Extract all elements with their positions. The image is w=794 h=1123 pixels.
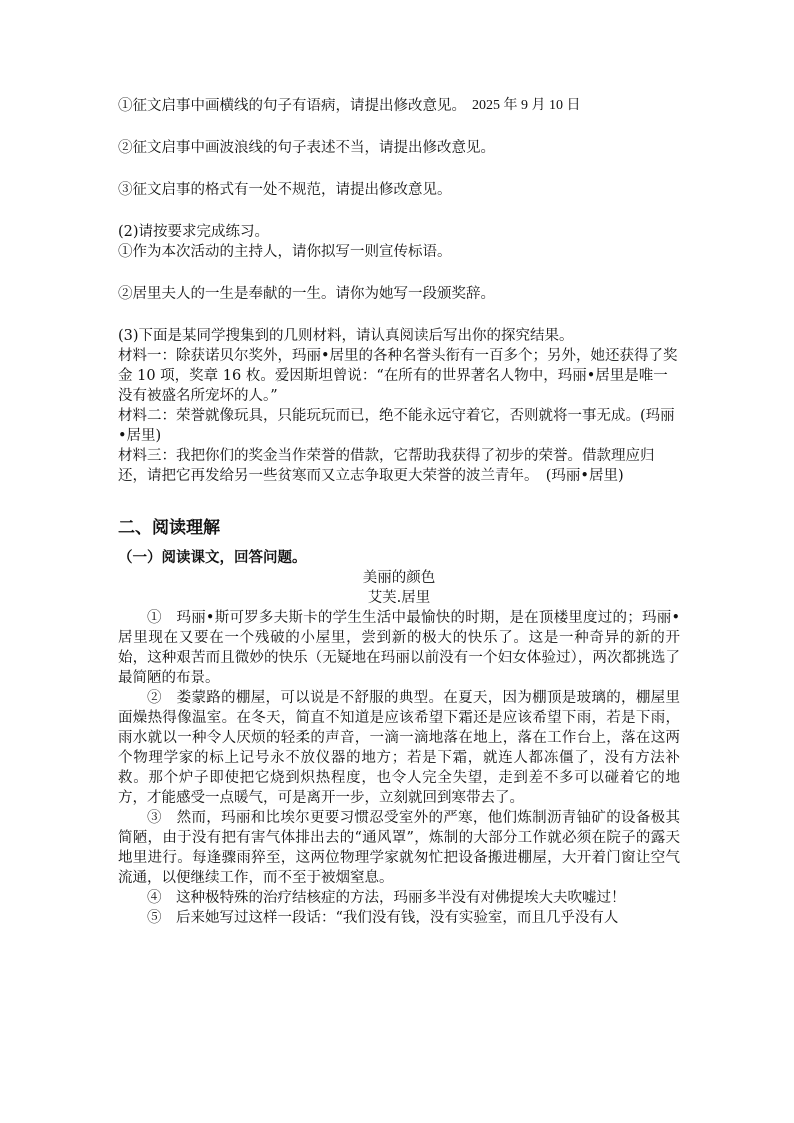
subsection-title: （一）阅读课文，回答问题。 bbox=[118, 549, 307, 566]
article-author: 艾芙.居里 bbox=[367, 590, 431, 606]
document-body bbox=[118, 96, 680, 928]
article-title: 美丽的颜色 bbox=[362, 570, 436, 586]
section-title: 二、阅读理解 bbox=[118, 518, 220, 538]
question-item: ③征文启事的格式有一处不规范，请提出修改意见。 bbox=[118, 182, 452, 198]
article-paragraph: ① 玛丽•斯可罗多夫斯卡的学生生活中最愉快的时期，是在顶楼里度过的；玛丽•居里现在又要在一个残破的小屋里，尝到新的极大的快乐了。这是一种奇异的新的开始，这种艰苦而且微妙的快乐（无疑地在玛丽以前没有一个妇女体验过），两次都挑选了最简陋的布景。 bbox=[118, 610, 680, 686]
material-text: 材料一：除获诺贝尔奖外，玛丽•居里的各种名誉头衔有一百多个；另外，她还获得了奖金 10 项，奖章 16 枚。爱因斯坦曾说：“在所有的世界著名人物中，玛丽•居里是唯一没有被盛名所宠坏的人。” bbox=[118, 348, 678, 404]
question-heading: (2)请按要求完成练习。 bbox=[118, 224, 270, 240]
material-text: 材料二：荣誉就像玩具，只能玩玩而已，绝不能永远守着它，否则就将一事无成。(玛丽•居里) bbox=[118, 408, 675, 444]
article-paragraph: ④ 这种极特殊的治疗结核症的方法，玛丽多半没有对佛提埃大夫吹嘘过！ bbox=[147, 890, 626, 906]
material-text: 材料三：我把你们的奖金当作荣誉的借款，它帮助我获得了初步的荣誉。借款理应归还，请把它再发给另一些贫寒而又立志争取更大荣誉的波兰青年。 (玛丽•居里) bbox=[118, 448, 655, 484]
question-heading: (3)下面是某同学搜集到的几则材料，请认真阅读后写出你的探究结果。 bbox=[118, 328, 574, 344]
question-item: ②征文启事中画波浪线的句子表述不当，请提出修改意见。 bbox=[118, 140, 495, 156]
question-item: ①征文启事中画横线的句子有语病，请提出修改意见。 bbox=[118, 98, 466, 114]
article-paragraph: ⑤ 后来她写过这样一段话：“我们没有钱，没有实验室，而且几乎没有人 bbox=[147, 910, 619, 926]
article-paragraph: ③ 然而，玛丽和比埃尔更要习惯忍受室外的严寒，他们炼制沥青铀矿的设备极其简陋，由于没有把有害气体排出去的“通风罩”，炼制的大部分工作就必须在院子的露天地里进行。每逢骤雨猝至，这两位物理学家就匆忙把设备搬进棚屋，大开着门窗让空气流通，以便继续工作，而不至于被烟窒息。 bbox=[118, 810, 680, 886]
question-item: ①作为本次活动的主持人，请你拟写一则宣传标语。 bbox=[118, 244, 452, 260]
question-item: ②居里夫人的一生是奉献的一生。请你为她写一段颁奖辞。 bbox=[118, 286, 495, 302]
date-line: 2025 年 9 月 10 日 bbox=[472, 98, 581, 113]
article-paragraph: ② 娄蒙路的棚屋，可以说是不舒服的典型。在夏天，因为棚顶是玻璃的，棚屋里面燥热得像温室。在冬天，简直不知道是应该希望下霜还是应该希望下雨，若是下雨，雨水就以一种令人厌烦的轻柔的声音，一滴一滴地落在地上，落在工作台上，落在这两个物理学家的标上记号永不放仪器的地方；若是下霜，就连人都冻僵了，没有方法补救。那个炉子即使把它烧到炽热程度，也令人完全失望，走到差不多可以碰着它的地方，才能感受一点暖气，可是离开一步，立刻就回到寒带去了。 bbox=[118, 690, 680, 806]
